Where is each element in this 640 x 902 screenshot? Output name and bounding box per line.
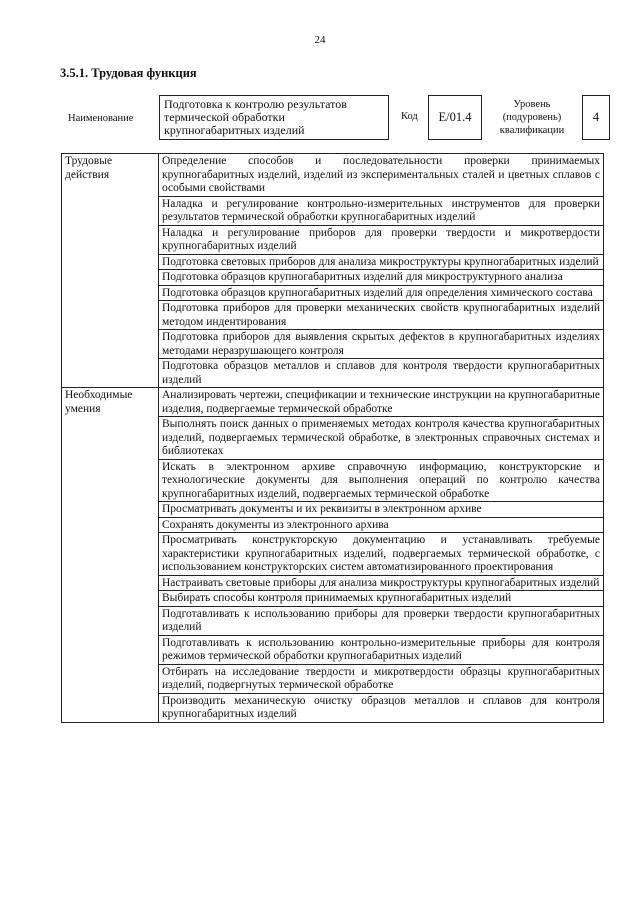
table-cell-item: Производить механическую очистку образцов металлов и сплавов для контроля крупногабаритных изделий (159, 693, 604, 722)
table-cell-item: Подготавливать к использованию контрольно-измерительные приборы для контроля режимов термической обработки крупногабаритных изделий (159, 635, 604, 664)
table-cell-item: Подготовка образцов металлов и сплавов для контроля твердости крупногабаритных изделий (159, 359, 604, 388)
level-value-box: 4 (582, 95, 610, 140)
group-title: Необходимые умения (62, 388, 159, 723)
table-cell-item: Сохранять документы из электронного архива (159, 517, 604, 533)
name-label: Наименование (68, 113, 134, 124)
section-title: 3.5.1. Трудовая функция (60, 66, 197, 80)
table-cell-item: Отбирать на исследование твердости и микротвердости образцы крупногабаритных изделий, подвергнутых термической обработке (159, 664, 604, 693)
table-cell-item: Искать в электронном архиве справочную информацию, конструкторские и технологические документы для выполнения операций по контролю качества крупногабаритных изделий, подвергаемых термической обработке (159, 459, 604, 502)
table-cell-item: Определение способов и последовательности проверки принимаемых крупногабаритных изделий, изделий из экспериментальных сталей и цветных сплавов с особыми свойствами (159, 154, 604, 197)
code-value-box: E/01.4 (428, 95, 482, 140)
level-label: Уровень (подуровень) квалификации (499, 99, 565, 136)
table-cell-item: Выполнять поиск данных о применяемых методах контроля качества крупногабаритных изделий, подвергаемых термической обработке, в электронных справочных системах и библиотеках (159, 417, 604, 460)
table-cell-item: Подготовка образцов крупногабаритных изделий для определения химического состава (159, 285, 604, 301)
page-number: 24 (314, 34, 326, 46)
table-cell-item: Просматривать документы и их реквизиты в электронном архиве (159, 502, 604, 518)
table-cell-item: Наладка и регулирование контрольно-измерительных инструментов для проверки результатов термической обработки крупногабаритных изделий (159, 196, 604, 225)
table-cell-item: Подготовка образцов крупногабаритных изделий для микроструктурного анализа (159, 270, 604, 286)
name-value-box: Подготовка к контролю результатов термической обработки крупногабаритных изделий (159, 95, 389, 140)
function-table (61, 153, 604, 723)
table-cell-item: Подготовка световых приборов для анализа микроструктуры крупногабаритных изделий (159, 254, 604, 270)
table-cell-item: Просматривать конструкторскую документацию и устанавливать требуемые характеристики крупногабаритных изделий, подвергаемых термической обработке, с использованием конструкторских систем автоматизированного проектирования (159, 533, 604, 576)
code-label: Код (401, 111, 418, 122)
table-cell-item: Настраивать световые приборы для анализа микроструктуры крупногабаритных изделий (159, 575, 604, 591)
table-cell-item: Выбирать способы контроля принимаемых крупногабаритных изделий (159, 591, 604, 607)
table-row (62, 388, 604, 417)
table-cell-item: Подготовка приборов для проверки механических свойств крупногабаритных изделий методом индентирования (159, 301, 604, 330)
table-cell-item: Подготавливать к использованию приборы для проверки твердости крупногабаритных изделий (159, 606, 604, 635)
table-cell-item: Подготовка приборов для выявления скрытых дефектов в крупногабаритных изделиях методами неразрушающего контроля (159, 330, 604, 359)
table-row (62, 154, 604, 197)
group-title: Трудовые действия (62, 154, 159, 388)
table-cell-item: Анализировать чертежи, спецификации и технические инструкции на крупногабаритные изделия, подвергаемые термической обработке (159, 388, 604, 417)
table-cell-item: Наладка и регулирование приборов для проверки твердости и микротвердости крупногабаритных изделий (159, 225, 604, 254)
